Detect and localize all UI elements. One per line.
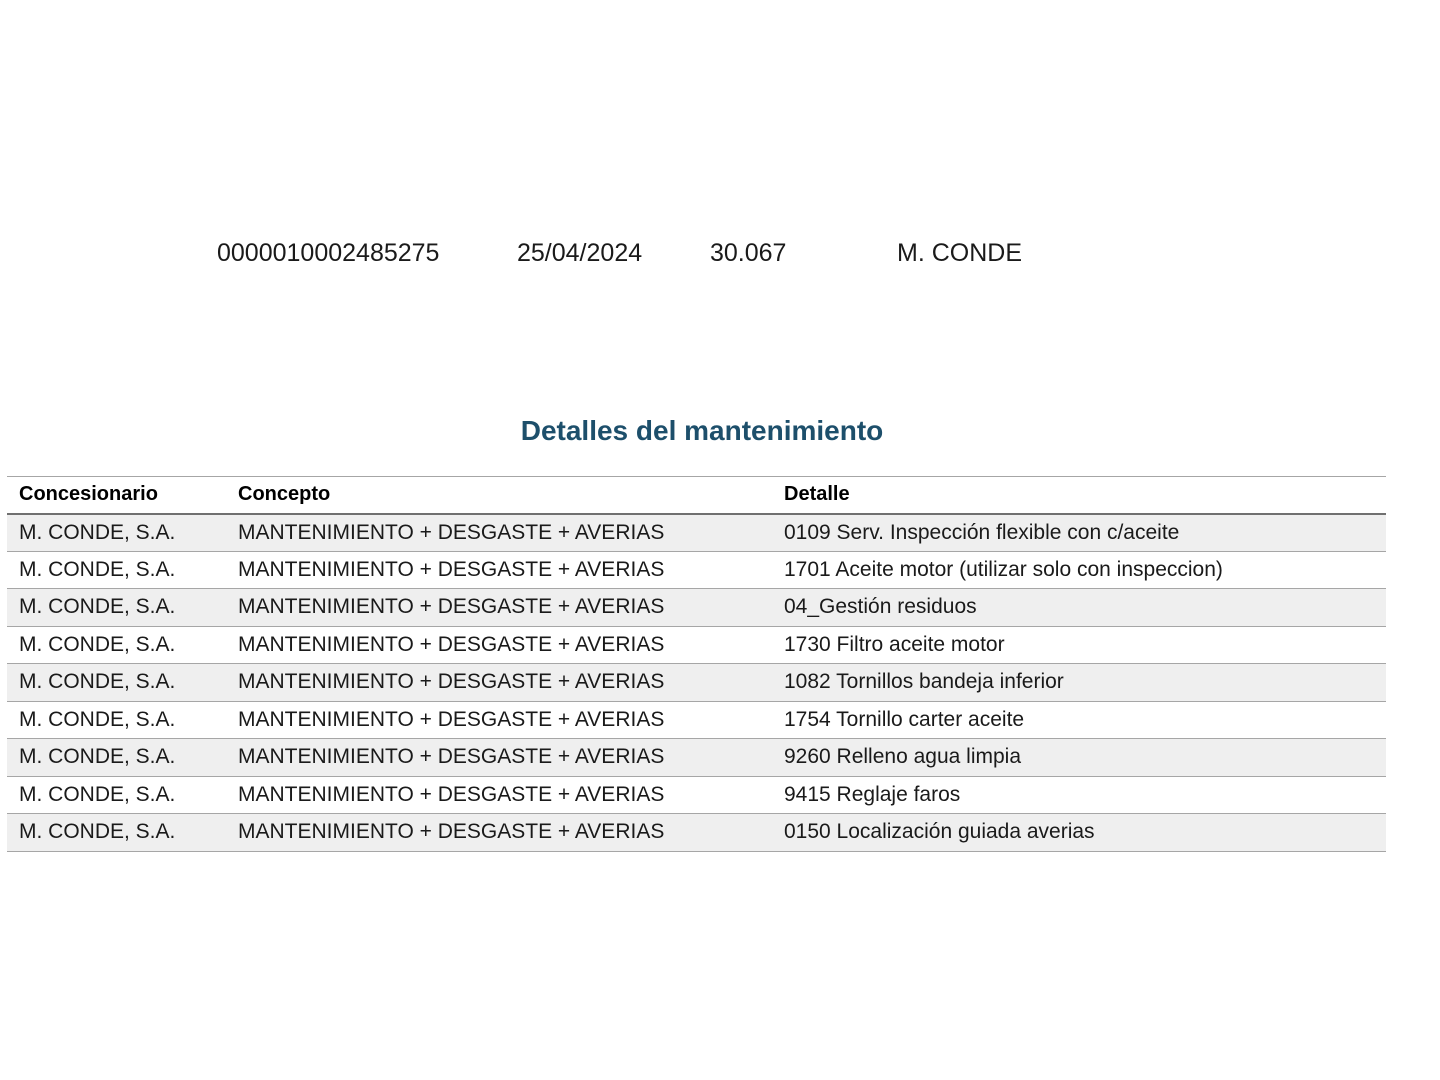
table-header-row: [7, 477, 1386, 514]
dealer-name: M. CONDE: [897, 239, 1022, 267]
table-row: [7, 551, 1386, 589]
cell-concesionario: M. CONDE, S.A.: [19, 670, 176, 694]
column-header-concepto: Concepto: [238, 483, 331, 506]
section-title: Detalles del mantenimiento: [520, 415, 884, 446]
cell-concesionario: M. CONDE, S.A.: [19, 820, 176, 844]
maintenance-details-table: [7, 476, 1386, 852]
cell-concesionario: M. CONDE, S.A.: [19, 557, 176, 581]
table-row: [7, 589, 1386, 627]
cell-concesionario: M. CONDE, S.A.: [19, 595, 176, 619]
cell-concepto: MANTENIMIENTO + DESGASTE + AVERIAS: [238, 670, 665, 694]
cell-concepto: MANTENIMIENTO + DESGASTE + AVERIAS: [238, 595, 665, 619]
cell-concesionario: M. CONDE, S.A.: [19, 782, 176, 806]
cell-concesionario: M. CONDE, S.A.: [19, 707, 176, 731]
table-row: [7, 626, 1386, 664]
cell-concepto: MANTENIMIENTO + DESGASTE + AVERIAS: [238, 820, 665, 844]
table-row: [7, 739, 1386, 777]
mileage: 30.067: [710, 239, 787, 267]
table-row: [7, 776, 1386, 814]
cell-concepto: MANTENIMIENTO + DESGASTE + AVERIAS: [238, 520, 665, 544]
table-row: [7, 664, 1386, 702]
cell-concesionario: M. CONDE, S.A.: [19, 632, 176, 656]
maintenance-summary-row: [0, 236, 1440, 270]
column-header-concesionario: Concesionario: [19, 483, 158, 506]
cell-concepto: MANTENIMIENTO + DESGASTE + AVERIAS: [238, 782, 665, 806]
cell-detalle: 1754 Tornillo carter aceite: [784, 707, 1025, 731]
cell-concesionario: M. CONDE, S.A.: [19, 520, 176, 544]
cell-detalle: 0150 Localización guiada averias: [784, 820, 1095, 844]
cell-detalle: 1701 Aceite motor (utilizar solo con inspeccion): [784, 557, 1223, 581]
cell-detalle: 04_Gestión residuos: [784, 595, 977, 619]
cell-detalle: 1082 Tornillos bandeja inferior: [784, 670, 1064, 694]
service-date: 25/04/2024: [517, 239, 643, 267]
cell-detalle: 9415 Reglaje faros: [784, 782, 961, 806]
cell-concepto: MANTENIMIENTO + DESGASTE + AVERIAS: [238, 745, 665, 769]
cell-detalle: 1730 Filtro aceite motor: [784, 632, 1005, 656]
table-row: [7, 701, 1386, 739]
cell-detalle: 9260 Relleno agua limpia: [784, 745, 1021, 769]
column-header-detalle: Detalle: [784, 483, 850, 506]
cell-concesionario: M. CONDE, S.A.: [19, 745, 176, 769]
cell-concepto: MANTENIMIENTO + DESGASTE + AVERIAS: [238, 707, 665, 731]
order-number: 0000010002485275: [217, 239, 440, 267]
cell-concepto: MANTENIMIENTO + DESGASTE + AVERIAS: [238, 632, 665, 656]
table-row: [7, 814, 1386, 852]
cell-detalle: 0109 Serv. Inspección flexible con c/aceite: [784, 520, 1180, 544]
table-row: [7, 514, 1386, 552]
cell-concepto: MANTENIMIENTO + DESGASTE + AVERIAS: [238, 557, 665, 581]
